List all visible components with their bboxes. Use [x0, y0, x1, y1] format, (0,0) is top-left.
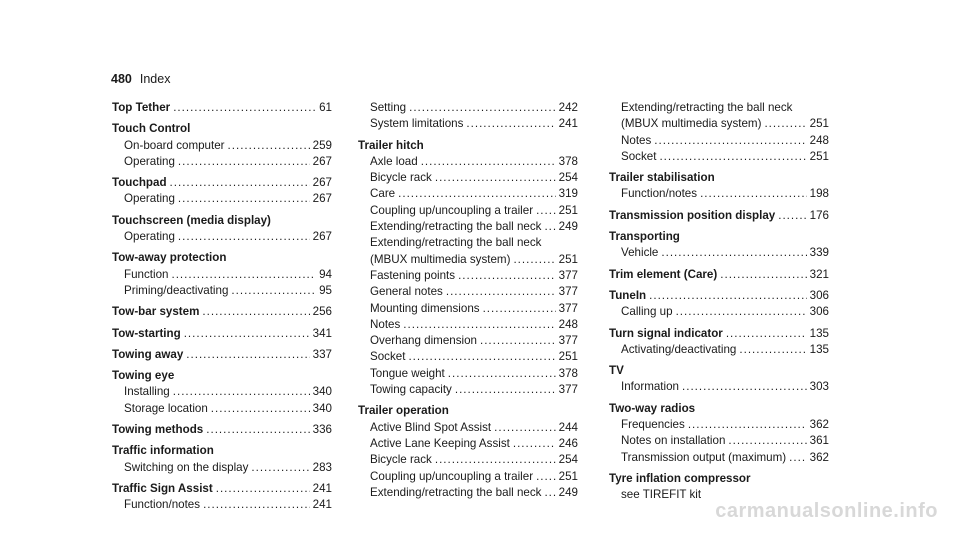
dot-leader [466, 116, 555, 132]
entry-text: Coupling up/uncoupling a trailer [370, 469, 534, 483]
index-subentry [358, 268, 578, 284]
dot-leader [649, 288, 807, 304]
page-reference: 378 [558, 366, 578, 380]
page-reference: 362 [809, 418, 829, 432]
index-subentry [358, 382, 578, 398]
entry-text: Two-way radios [609, 401, 696, 415]
entry-text: Calling up [621, 305, 673, 319]
entry-text: Touch Control [112, 122, 191, 136]
index-subentry [609, 133, 829, 149]
dot-leader [171, 267, 316, 283]
dot-leader [202, 304, 309, 320]
index-subentry [358, 170, 578, 186]
dot-leader [544, 219, 555, 235]
index-entry [112, 121, 332, 137]
index-subentry [609, 245, 829, 261]
page-reference: 241 [558, 117, 578, 131]
entry-text: Traffic Sign Assist [112, 481, 213, 495]
entry-text: Tow-away protection [112, 251, 227, 265]
entry-text: Socket [621, 149, 657, 163]
index-subentry [358, 154, 578, 170]
dot-leader [228, 138, 310, 154]
entry-text: Function/notes [124, 498, 201, 512]
index-entry [609, 170, 829, 186]
dot-leader [726, 326, 807, 342]
entry-text: Fastening points [370, 268, 456, 282]
page-reference: 267 [312, 230, 332, 244]
entry-text: Tow-starting [112, 326, 181, 340]
page-reference: 336 [312, 423, 332, 437]
entry-text: TV [609, 364, 624, 378]
dot-leader [789, 450, 807, 466]
page-reference: 242 [558, 101, 578, 114]
dot-leader [536, 203, 556, 219]
page-reference: 251 [558, 252, 578, 266]
entry-text: Transmission output (maximum) [621, 450, 787, 464]
page-reference: 135 [809, 342, 829, 356]
index-subentry [358, 186, 578, 202]
page-reference: 303 [809, 380, 829, 394]
page-reference: 341 [312, 326, 332, 340]
index-subentry [609, 342, 829, 358]
entry-text: Extending/retracting the ball neck [370, 485, 542, 499]
entry-text: (MBUX multimedia system) [370, 252, 511, 266]
index-subentry [609, 149, 829, 165]
entry-text: Tow-bar system [112, 305, 200, 319]
dot-leader [455, 382, 556, 398]
dot-leader [178, 154, 310, 170]
index-subentry [358, 317, 578, 333]
index-subentry [609, 433, 829, 449]
entry-text: Extending/retracting the ball neck [370, 236, 542, 250]
page-reference: 267 [312, 176, 332, 190]
entry-text: Towing methods [112, 423, 204, 437]
page-reference: 319 [558, 187, 578, 201]
dot-leader [513, 252, 555, 268]
index-entry [112, 213, 332, 229]
dot-leader [483, 301, 556, 317]
index-column-2 [358, 100, 578, 501]
entry-text: On-board computer [124, 138, 225, 152]
index-entry [112, 175, 332, 191]
index-subentry [358, 284, 578, 300]
index-entry [609, 471, 829, 487]
page-reference: 198 [809, 187, 829, 201]
index-subentry [358, 333, 578, 349]
index-entry [112, 422, 332, 438]
page-reference: 362 [809, 450, 829, 464]
page-reference: 176 [809, 208, 829, 222]
index-entry [609, 363, 829, 379]
index-subentry [609, 100, 829, 116]
page-reference: 241 [312, 481, 332, 495]
entry-text: Transporting [609, 230, 680, 244]
entry-text: Turn signal indicator [609, 326, 723, 340]
index-subentry [609, 186, 829, 202]
entry-text: see TIREFIT kit [621, 488, 702, 502]
page-reference: 283 [312, 460, 332, 474]
dot-leader [720, 267, 806, 283]
dot-leader [480, 333, 556, 349]
index-entry [609, 288, 829, 304]
entry-text: Socket [370, 350, 406, 364]
index-subentry [112, 283, 332, 299]
entry-text: Operating [124, 230, 175, 244]
index-subentry [112, 191, 332, 207]
dot-leader [408, 349, 555, 365]
index-entry [112, 100, 332, 116]
dot-leader [700, 186, 807, 202]
index-subentry [358, 349, 578, 365]
page-reference: 337 [312, 347, 332, 361]
page-reference: 249 [558, 485, 578, 499]
entry-text: Bicycle rack [370, 453, 432, 467]
page-reference: 246 [558, 436, 578, 450]
page-reference: 377 [558, 268, 578, 282]
page-reference: 254 [558, 453, 578, 467]
page-reference: 248 [809, 133, 829, 147]
page-reference: 259 [312, 138, 332, 152]
index-entry [112, 250, 332, 266]
section-title: Index [139, 72, 171, 86]
index-subentry [358, 420, 578, 436]
entry-text: Installing [124, 385, 170, 399]
index-subentry [358, 436, 578, 452]
index-subentry [609, 417, 829, 433]
page-reference: 95 [319, 283, 332, 297]
page-reference: 249 [558, 220, 578, 234]
entry-text: Setting [370, 101, 407, 114]
index-entry [609, 208, 829, 224]
index-entry [112, 304, 332, 320]
entry-text: Vehicle [621, 246, 659, 260]
entry-text: Towing eye [112, 369, 175, 383]
dot-leader [403, 317, 555, 333]
entry-text: Trailer stabilisation [609, 171, 715, 185]
page-reference: 340 [312, 385, 332, 399]
entry-text: Care [370, 187, 396, 201]
index-subentry [112, 154, 332, 170]
entry-text: Operating [124, 154, 175, 168]
dot-leader [231, 283, 316, 299]
entry-text: Notes [621, 133, 652, 147]
index-subentry [358, 203, 578, 219]
index-entry [609, 229, 829, 245]
dot-leader [173, 100, 316, 116]
dot-leader [778, 208, 806, 224]
page-reference: 267 [312, 192, 332, 206]
page-reference: 61 [319, 101, 332, 114]
entry-text: Priming/deactivating [124, 283, 229, 297]
entry-text: Information [621, 380, 679, 394]
entry-text: Transmission position display [609, 208, 776, 222]
entry-text: TuneIn [609, 288, 647, 302]
dot-leader [764, 116, 806, 132]
dot-leader [448, 366, 556, 382]
dot-leader [206, 422, 309, 438]
index-subentry [112, 138, 332, 154]
page-reference: 339 [809, 246, 829, 260]
entry-text: Top Tether [112, 101, 171, 114]
index-subentry [358, 252, 578, 268]
index-subentry [358, 452, 578, 468]
dot-leader [178, 191, 310, 207]
page-reference: 377 [558, 301, 578, 315]
entry-text: Towing capacity [370, 383, 452, 397]
dot-leader [211, 401, 310, 417]
index-subentry [609, 304, 829, 320]
index-subentry [112, 401, 332, 417]
dot-leader [654, 133, 806, 149]
page-reference: 248 [558, 317, 578, 331]
index-entry [609, 326, 829, 342]
index-subentry [112, 229, 332, 245]
index-subentry [358, 469, 578, 485]
dot-leader [186, 347, 309, 363]
index-subentry [609, 450, 829, 466]
entry-text: Axle load [370, 154, 418, 168]
index-subentry [358, 235, 578, 251]
index-entry [112, 481, 332, 497]
page-reference: 254 [558, 171, 578, 185]
index-subentry [112, 267, 332, 283]
index-entry [112, 443, 332, 459]
entry-text: (MBUX multimedia system) [621, 117, 762, 131]
entry-text: System limitations [370, 117, 464, 131]
index-subentry [358, 219, 578, 235]
index-entry [358, 138, 578, 154]
entry-text: Extending/retracting the ball neck [621, 101, 793, 114]
page-header [111, 72, 170, 86]
dot-leader [203, 497, 310, 513]
dot-leader [170, 175, 310, 191]
dot-leader [216, 481, 310, 497]
dot-leader [513, 436, 556, 452]
dot-leader [536, 469, 556, 485]
entry-text: Traffic information [112, 444, 214, 458]
page-reference: 377 [558, 285, 578, 299]
page-number: 480 [111, 72, 132, 86]
page-reference: 251 [809, 149, 829, 163]
entry-text: Touchscreen (media display) [112, 213, 271, 227]
index-subentry [609, 116, 829, 132]
entry-text: Switching on the display [124, 460, 249, 474]
index-column-3 [609, 100, 829, 504]
entry-text: Bicycle rack [370, 171, 432, 185]
index-entry [358, 403, 578, 419]
page-reference: 251 [558, 203, 578, 217]
page-reference: 135 [809, 326, 829, 340]
dot-leader [458, 268, 556, 284]
index-subentry [358, 100, 578, 116]
page-reference: 306 [809, 305, 829, 319]
dot-leader [398, 186, 556, 202]
entry-text: Operating [124, 192, 175, 206]
entry-text: Notes on installation [621, 434, 726, 448]
dot-leader [409, 100, 556, 116]
dot-leader [435, 452, 556, 468]
page-reference: 251 [558, 350, 578, 364]
entry-text: Trailer operation [358, 404, 449, 418]
page-reference: 256 [312, 305, 332, 319]
entry-text: Function/notes [621, 187, 698, 201]
page-reference: 377 [558, 334, 578, 348]
index-subentry [358, 301, 578, 317]
page-reference: 378 [558, 154, 578, 168]
dot-leader [688, 417, 807, 433]
index-entry [112, 368, 332, 384]
entry-text: Active Blind Spot Assist [370, 420, 492, 434]
page-reference: 251 [558, 469, 578, 483]
dot-leader [173, 384, 310, 400]
dot-leader [739, 342, 806, 358]
dot-leader [178, 229, 310, 245]
dot-leader [184, 326, 310, 342]
page-reference: 306 [809, 288, 829, 302]
entry-text: Tongue weight [370, 366, 445, 380]
entry-text: Towing away [112, 347, 184, 361]
dot-leader [494, 420, 556, 436]
index-subentry [358, 485, 578, 501]
page-reference: 361 [809, 434, 829, 448]
index-column-1 [112, 100, 332, 514]
dot-leader [659, 149, 806, 165]
index-entry [112, 326, 332, 342]
dot-leader [251, 460, 309, 476]
entry-text: Mounting dimensions [370, 301, 480, 315]
dot-leader [661, 245, 806, 261]
page-reference: 377 [558, 383, 578, 397]
index-subentry [112, 384, 332, 400]
entry-text: Trailer hitch [358, 138, 424, 152]
page-reference: 94 [319, 267, 332, 281]
entry-text: Frequencies [621, 418, 685, 432]
index-subentry [112, 497, 332, 513]
index-subentry [358, 116, 578, 132]
page-reference: 321 [809, 267, 829, 281]
dot-leader [682, 379, 807, 395]
dot-leader [728, 433, 806, 449]
entry-text: Coupling up/uncoupling a trailer [370, 203, 534, 217]
entry-text: Active Lane Keeping Assist [370, 436, 510, 450]
entry-text: Trim element (Care) [609, 267, 718, 281]
index-subentry [112, 460, 332, 476]
page-reference: 241 [312, 498, 332, 512]
page-reference: 251 [809, 117, 829, 131]
index-entry [112, 347, 332, 363]
dot-leader [676, 304, 807, 320]
entry-text: Activating/deactivating [621, 342, 737, 356]
entry-text: Notes [370, 317, 401, 331]
page-reference: 267 [312, 154, 332, 168]
entry-text: Function [124, 267, 169, 281]
dot-leader [446, 284, 556, 300]
index-subentry [358, 366, 578, 382]
index-entry [609, 267, 829, 283]
entry-text: Storage location [124, 401, 208, 415]
index-entry [609, 401, 829, 417]
entry-text: General notes [370, 285, 443, 299]
dot-leader [435, 170, 556, 186]
page-reference: 244 [558, 420, 578, 434]
dot-leader [421, 154, 556, 170]
dot-leader [544, 485, 555, 501]
entry-text: Extending/retracting the ball neck [370, 220, 542, 234]
watermark: carmanualsonline.info [715, 500, 938, 522]
page-reference: 340 [312, 401, 332, 415]
entry-text: Touchpad [112, 176, 167, 190]
index-subentry [609, 379, 829, 395]
entry-text: Overhang dimension [370, 334, 477, 348]
entry-text: Tyre inflation compressor [609, 471, 751, 485]
